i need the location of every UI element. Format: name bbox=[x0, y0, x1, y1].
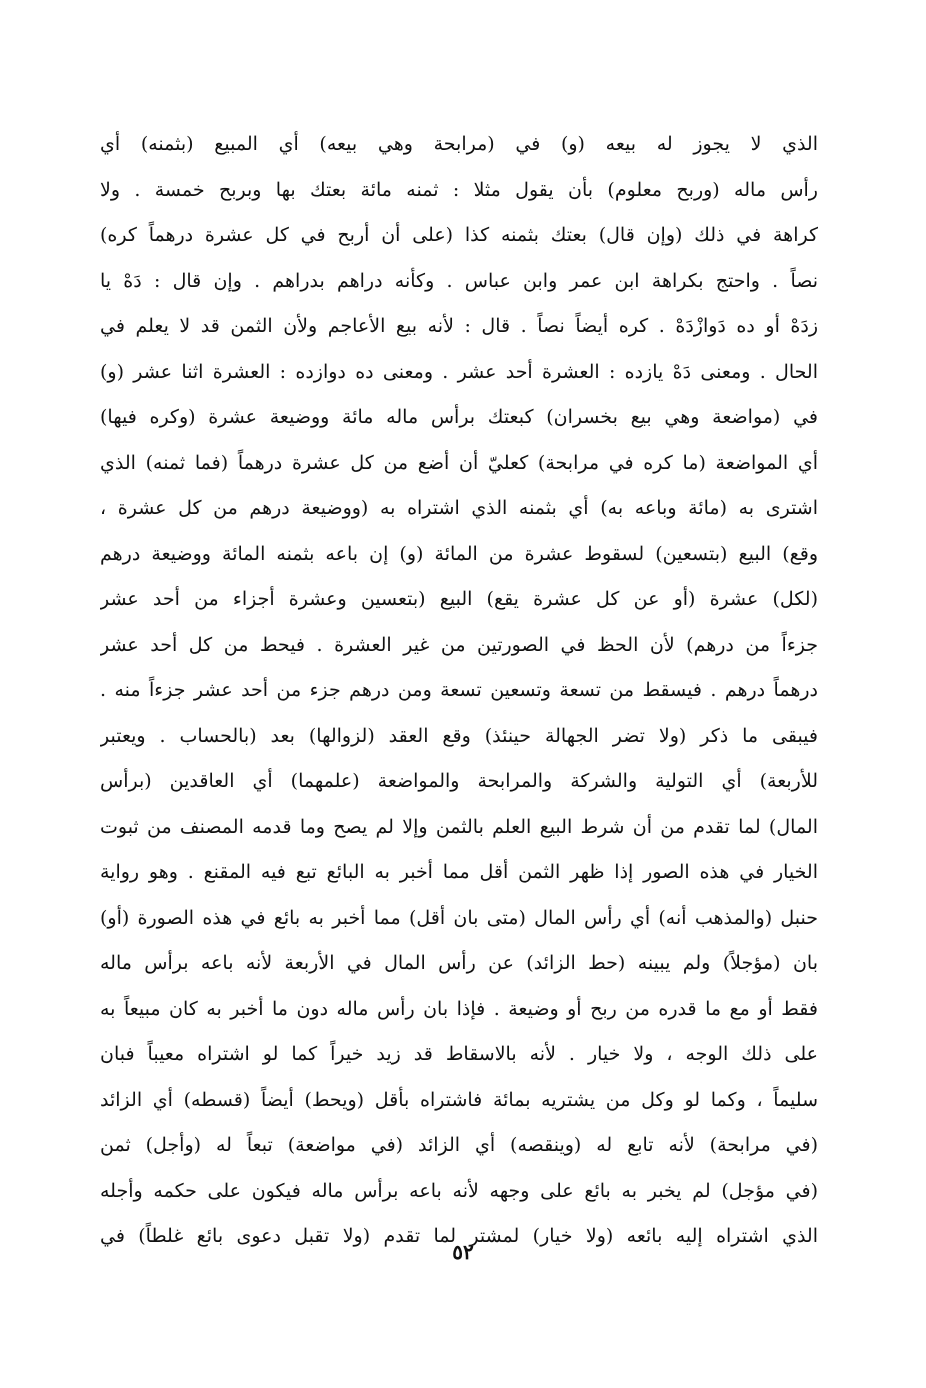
text-line: درهماً درهم . فيسقط من تسعة وتسعين تسعة ومن درهم جزء من أحد عشر جزءاً منه . bbox=[100, 679, 818, 701]
text-line: فقط أو مع ما قدره من ربح أو وضيعة . فإذا بان رأس ماله دون ما أخبر به كان مبيعاً به bbox=[100, 997, 818, 1020]
text-line: المال) لما تقدم من أن شرط البيع العلم بالثمن وإلا لم يصح وما قدمه المصنف من ثبوت bbox=[100, 815, 818, 838]
text-line: حنبل (والمذهب أنه) أي رأس المال (متى بان أقل) مما أخبر به بائع في هذه الصورة (أو) bbox=[100, 906, 818, 929]
text-line: (لكل) عشرة (أو عن كل عشرة يقع) البيع (بتعسين وعشرة أجزاء من أحد عشر bbox=[100, 588, 818, 610]
text-line: في (مواضعة وهي بيع بخسران) كبعتك برأس ماله مائة ووضيعة عشرة (وكره فيها) bbox=[100, 406, 818, 428]
text-line: نصاً . واحتج بكراهة ابن عمر وابن عباس . وكأنه دراهم بدراهم . وإن قال : دَهْ يا bbox=[100, 269, 818, 292]
text-line: سليماً ، وكما لو وكل من يشتريه بمائة فاشتراه بأقل (ويحط) أيضاً (قسطه) أي الزائد bbox=[100, 1088, 818, 1111]
text-line: أي المواضعة (ما كره في مرابحة) كعليّ أن أضع من كل عشرة درهماً (فما ثمنه) الذي bbox=[100, 451, 818, 474]
page-number: ٥٢ bbox=[452, 1240, 474, 1264]
text-line: الذي اشتراه إليه بائعه (ولا خيار) لمشتر لما تقدم (ولا تقبل دعوى بائع غلطاً) في bbox=[100, 1225, 818, 1247]
text-line: اشترى به (مائة وباعه به) أي بثمنه الذي اشتراه به (ووضيعة درهم من كل عشرة ، bbox=[100, 497, 818, 519]
text-line: رأس ماله (وربح معلوم) بأن يقول مثلا : ثمنه مائة بعتك بها وبربح خمسة . ولا bbox=[100, 178, 818, 201]
text-line: فيبقى ما ذكر (ولا تضر الجهالة حينئذ) وقع العقد (لزوالها) بعد (بالحساب . ويعتبر bbox=[100, 724, 818, 747]
text-line: (في مرابحة) لأنه تابع له (وينقصه) أي الزائد (في مواضعة) تبعاً له (وأجل) ثمن bbox=[100, 1134, 818, 1156]
text-line: الخيار في هذه الصور إذا ظهر الثمن أقل مما أخبر به البائع تبع فيه المقنع . وهو رواية bbox=[100, 861, 818, 883]
body-text bbox=[100, 122, 818, 1260]
text-line: وقع) البيع (بتسعين) لسقوط عشرة من المائة (و) إن باعه بثمنه المائة ووضيعة درهم bbox=[100, 542, 818, 565]
text-line: كراهة في ذلك (وإن قال) بعتك بثمنه كذا (على أن أربح في كل عشرة درهماً كره) bbox=[100, 224, 818, 246]
text-line: جزءاً من درهم) لأن الحظ في الصورتين من غير العشرة . فيحط من كل أحد عشر bbox=[100, 633, 818, 656]
text-line: للأربعة) أي التولية والشركة والمرابحة والمواضعة (علمهما) أي العاقدين (برأس bbox=[100, 770, 818, 792]
text-line: على ذلك الوجه ، ولا خيار . لأنه بالاسقاط قد زيد خيراً كما لو اشتراه معيباً فبان bbox=[100, 1043, 818, 1065]
text-line: بان (مؤجلاً) ولم يبينه (حط الزائد) عن رأس المال في الأربعة لأنه باعه برأس ماله bbox=[100, 952, 818, 974]
text-line: الذي لا يجوز له بيعه (و) في (مرابحة وهي بيعه) أي المبيع (بثمنه) أي bbox=[100, 133, 818, 155]
text-line: الحال . ومعنى دَهْ يازده : العشرة أحد عشر . ومعنى ده دوازده : العشرة اثنا عشر (و) bbox=[100, 360, 818, 383]
text-line: (في مؤجل) لم يخبر به بائع على وجهه لأنه باعه برأس ماله فيكون على حكمه وأجله bbox=[100, 1179, 818, 1202]
text-line: زدَهْ أو ده دَوازْدَهْ . كره أيضاً نصاً . قال : لأنه بيع الأعاجم ولأن الثمن قد لا يعلم في bbox=[100, 315, 818, 337]
